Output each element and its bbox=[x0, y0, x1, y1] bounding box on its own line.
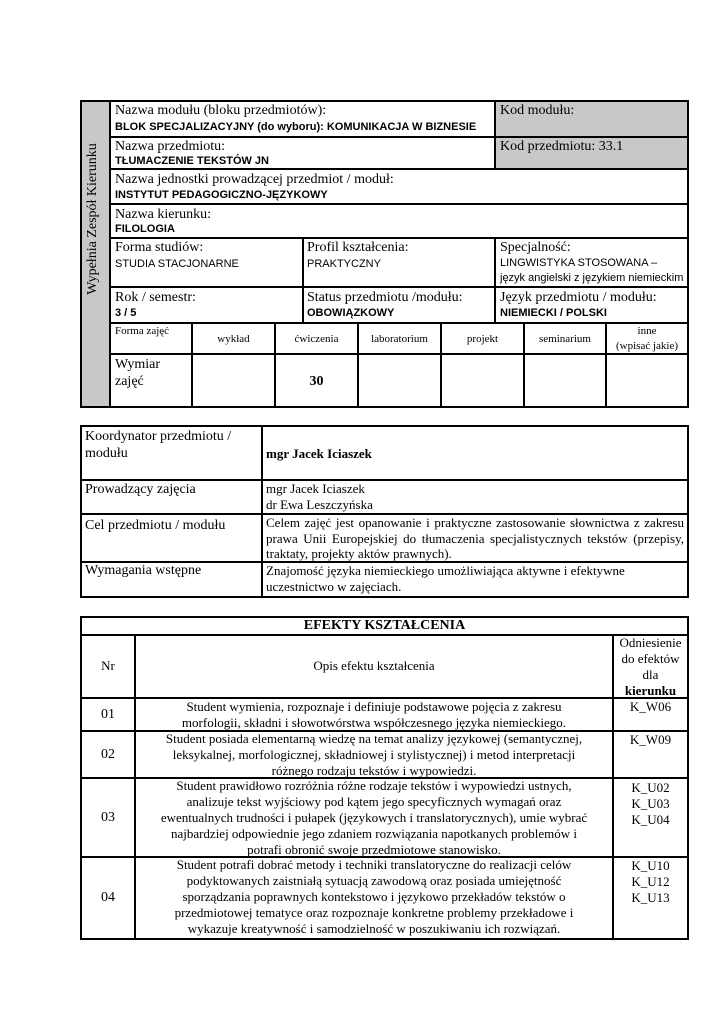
status-value: OBOWIĄZKOWY bbox=[307, 307, 395, 319]
effect-nr: 02 bbox=[101, 747, 115, 762]
effect-ref: K_U10 bbox=[631, 858, 670, 873]
effects-nr-header: Nr bbox=[101, 658, 115, 673]
classes-form-label: Forma zajęć bbox=[115, 325, 170, 337]
unit-value: INSTYTUT PEDAGOGICZNO-JĘZYKOWY bbox=[115, 189, 328, 201]
lang-value: NIEMIECKI / POLSKI bbox=[500, 307, 607, 319]
header-other-2: (wpisać jakie) bbox=[616, 340, 678, 352]
effect-desc-line: potrafi obronić swoje przedmiotowe stanowisko. bbox=[247, 842, 501, 857]
field-value: FILOLOGIA bbox=[115, 223, 175, 235]
unit-label: Nazwa jednostki prowadzącej przedmiot / moduł: bbox=[115, 172, 394, 187]
hours-lab bbox=[358, 354, 441, 407]
header-other-1: inne bbox=[637, 325, 657, 337]
status-label: Status przedmiotu /modułu: bbox=[307, 290, 463, 305]
effect-ref: K_U02 bbox=[631, 780, 670, 795]
effect-desc-line: Student potrafi dobrać metody i techniki translatoryczne do realizacji celów bbox=[176, 857, 572, 872]
effect-ref: K_U04 bbox=[631, 812, 670, 827]
coord-value: mgr Jacek Iciaszek bbox=[266, 446, 372, 461]
effect-ref: K_U13 bbox=[631, 890, 670, 905]
subject-name-value: TŁUMACZENIE TEKSTÓW JN bbox=[115, 155, 269, 167]
profile-value: PRAKTYCZNY bbox=[307, 258, 381, 270]
hours-other bbox=[606, 354, 688, 407]
header-seminar: seminarium bbox=[539, 333, 591, 345]
teacher-2: dr Ewa Leszczyńska bbox=[266, 497, 373, 512]
goal-label: Cel przedmiotu / modułu bbox=[85, 518, 226, 533]
effect-desc-line: wykazuje kreatywność i samodzielność w poszukiwaniu ich rozwiązań. bbox=[187, 921, 561, 936]
effect-nr: 03 bbox=[101, 810, 115, 825]
hours-label-1: Wymiar bbox=[115, 357, 161, 372]
effects-ref-header-1: Odniesienie bbox=[619, 635, 682, 650]
effect-desc-line: różnego rodzaju tekstów i wypowiedzi. bbox=[271, 763, 477, 778]
effect-ref: K_U03 bbox=[631, 796, 670, 811]
lang-label: Język przedmiotu / modułu: bbox=[500, 290, 657, 305]
effect-nr: 01 bbox=[101, 707, 115, 722]
effect-desc-line: Student prawidłowo rozróżnia różne rodzaje tekstów i wypowiedzi ustnych, bbox=[176, 778, 572, 793]
hours-lecture bbox=[192, 354, 275, 407]
year-value: 3 / 5 bbox=[115, 307, 137, 319]
effect-desc-line: podyktowanych zaistniałą sytuacją zawodową oraz posiada umiejętność bbox=[186, 873, 562, 888]
spec-value-1: LINGWISTYKA STOSOWANA – bbox=[500, 257, 658, 269]
effect-desc-line: leksykalnej, morfologicznej, składniowej i stylistycznej) i metod interpretacji bbox=[172, 747, 576, 762]
form-value: STUDIA STACJONARNE bbox=[115, 258, 239, 270]
header-lab: laboratorium bbox=[371, 333, 428, 345]
subject-name-label: Nazwa przedmiotu: bbox=[115, 139, 226, 154]
effects-title: EFEKTY KSZTAŁCENIA bbox=[303, 618, 466, 633]
effect-desc-line: morfologii, składni i słowotwórstwa współczesnego języka niemieckiego. bbox=[181, 715, 567, 730]
header-lecture: wykład bbox=[217, 333, 250, 345]
coord-label-2: modułu bbox=[85, 446, 128, 461]
coord-label-1: Koordynator przedmiotu / bbox=[85, 429, 232, 444]
effect-desc-line: ewentualnych trudności i pułapek (językowych i translatorycznych), umie wybrać bbox=[160, 810, 588, 825]
goal-value: Celem zajęć jest opanowanie i praktyczne zastosowanie słownictwa z zakresu prawa Unii Europejskiej do tłumaczenia specjalistycznych tekstów (przepisy, traktaty, projekty aktów prawnych). bbox=[266, 515, 684, 561]
module-name-label: Nazwa modułu (bloku przedmiotów): bbox=[115, 103, 327, 118]
spec-label: Specjalność: bbox=[500, 240, 571, 255]
spec-value-2: język angielski z językiem niemieckim bbox=[500, 272, 684, 284]
profile-label: Profil kształcenia: bbox=[307, 240, 409, 255]
effects-desc-header: Opis efektu kształcenia bbox=[313, 658, 435, 673]
field-label: Nazwa kierunku: bbox=[115, 207, 212, 222]
effect-desc-line: przedmiotowej tematyce oraz rozpoznaje konkretne problemy przekładowe i bbox=[174, 905, 574, 920]
effect-desc-line: Student posiada elementarną wiedzę na temat analizy językowej (semantycznej, bbox=[165, 731, 583, 746]
effect-desc-line: analizuje tekst wyjściowy pod kątem jego specyficznych wymagań oraz bbox=[186, 794, 562, 809]
effects-ref-header-2: do efektów bbox=[621, 651, 680, 666]
effect-ref: K_U12 bbox=[631, 874, 670, 889]
form-label: Forma studiów: bbox=[115, 240, 204, 255]
effects-ref-header-3: dla bbox=[642, 667, 659, 682]
header-exercises: ćwiczenia bbox=[294, 333, 339, 345]
effects-ref-header-4: kierunku bbox=[624, 683, 677, 698]
year-label: Rok / semestr: bbox=[115, 290, 196, 305]
effect-nr: 04 bbox=[101, 890, 115, 905]
effect-desc-line: Student wymienia, rozpoznaje i definiuje podstawowe pojęcia z zakresu bbox=[186, 699, 562, 714]
hours-exercises: 30 bbox=[309, 374, 324, 389]
hours-seminar bbox=[524, 354, 606, 407]
hours-project bbox=[441, 354, 524, 407]
effect-desc-line: sporządzania poprawnych kontekstowo i językowo przekładów tekstów o bbox=[182, 889, 566, 904]
module-code-label: Kod modułu: bbox=[500, 103, 575, 118]
module-name-value: BLOK SPECJALIZACYJNY (do wyboru): KOMUNIKACJA W BIZNESIE bbox=[115, 121, 477, 133]
req-value: Znajomość języka niemieckiego umożliwiająca aktywne i efektywne uczestnictwo w zajęciach. bbox=[266, 563, 625, 594]
req-label: Wymagania wstępne bbox=[85, 563, 202, 578]
effect-ref: K_W06 bbox=[629, 699, 672, 714]
effect-ref: K_W09 bbox=[629, 732, 672, 747]
subject-code-label: Kod przedmiotu: 33.1 bbox=[500, 139, 624, 154]
hours-label-2: zajęć bbox=[115, 374, 144, 389]
effect-desc-line: najbardziej odpowiednie jego zdaniem rozwiązania napotkanych problemów i bbox=[170, 826, 578, 841]
teacher-1: mgr Jacek Iciaszek bbox=[266, 481, 365, 496]
header-project: projekt bbox=[466, 333, 499, 345]
sidebar-label: Wypełnia Zespół Kierunku bbox=[85, 143, 100, 295]
teachers-label: Prowadzący zajęcia bbox=[85, 482, 196, 497]
